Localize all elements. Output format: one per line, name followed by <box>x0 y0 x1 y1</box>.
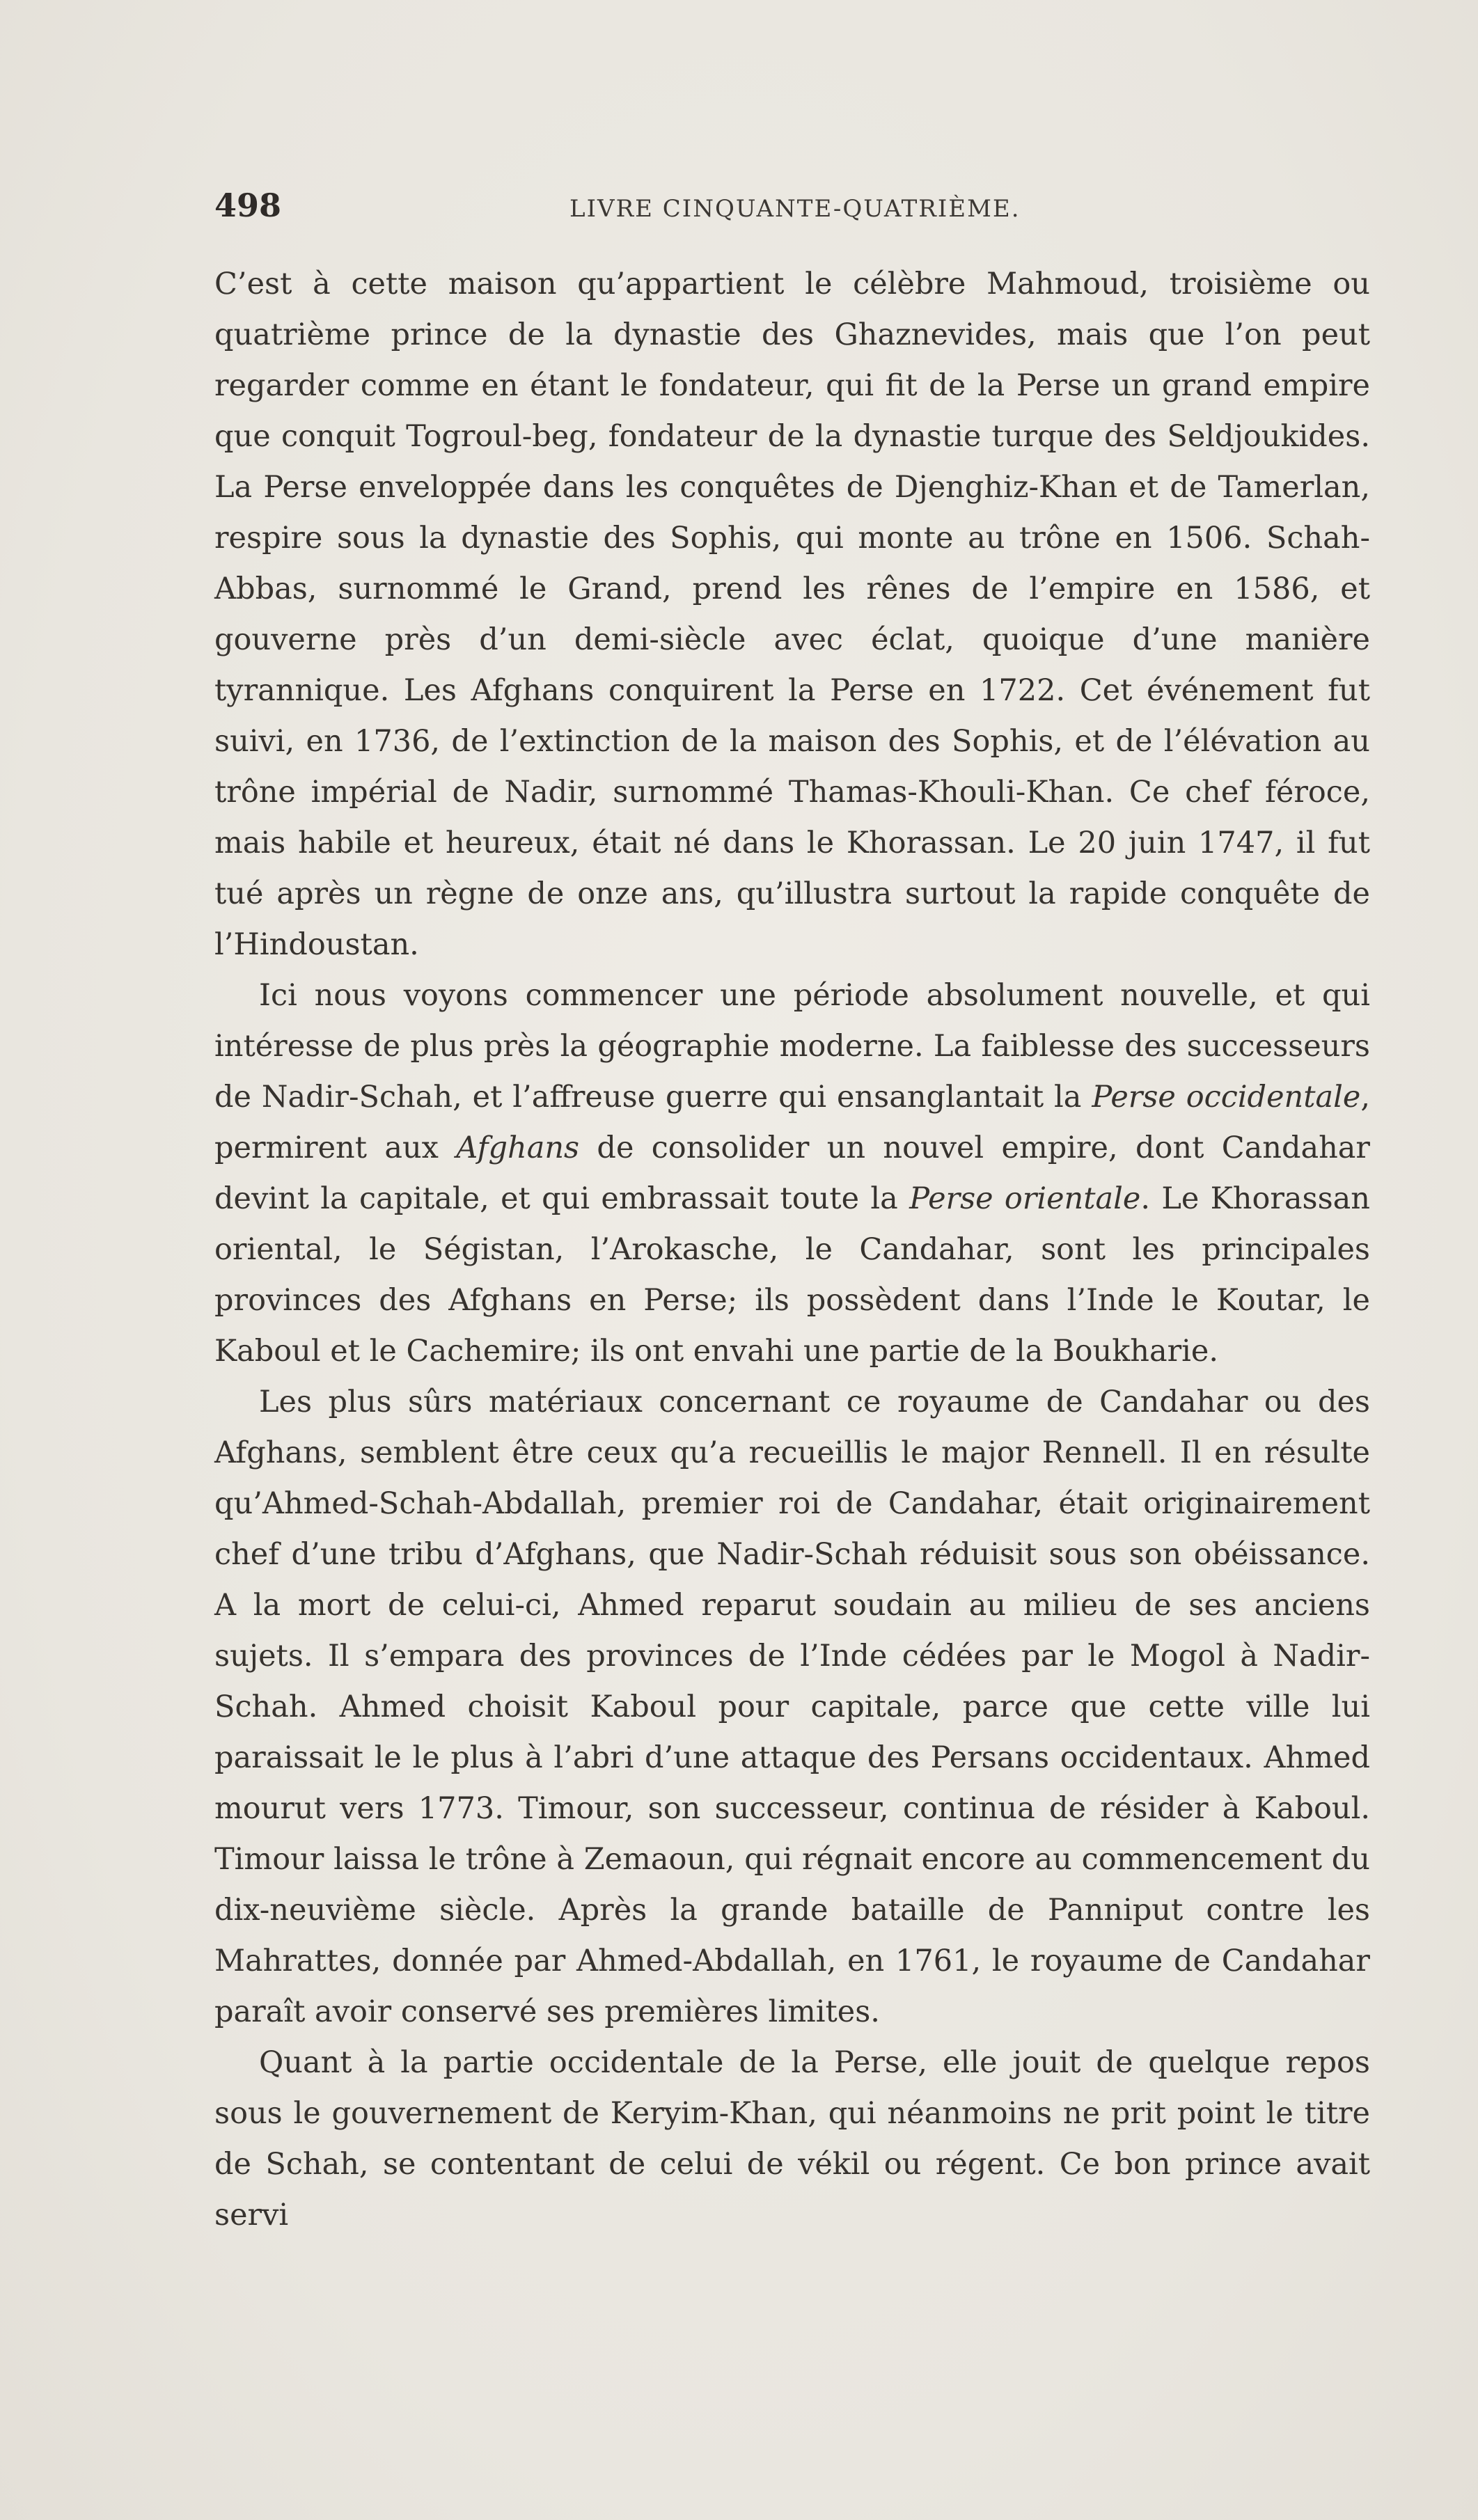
body-text <box>214 259 1370 2241</box>
paragraph <box>214 970 1370 1377</box>
paragraph <box>214 1377 1370 2038</box>
italic-term: Perse orientale <box>909 1181 1141 1216</box>
paragraph <box>214 259 1370 970</box>
page-header <box>214 187 1398 228</box>
text-segment: , permirent aux <box>214 1080 1370 1165</box>
page-number: 498 <box>214 187 282 224</box>
italic-term: Afghans <box>456 1131 580 1165</box>
text-segment: de consolider un nouvel empire, dont Candahar devint la capitale, et qui embrassait toute la <box>214 1131 1370 1216</box>
text-segment: Les plus sûrs matériaux concernant ce royaume de Candahar ou des Afghans, semblent être ceux qu’a recueillis le major Rennell. Il en résulte qu’Ahmed-Schah-Abdallah, premier roi de Candahar, était originairement chef d’une tribu d’Afghans, que Nadir-Schah réduisit sous son obéissance. A la mort de celui-ci, Ahmed reparut soudain au milieu de ses anciens sujets. Il s’empara des provinces de l’Inde cédées par le Mogol à Nadir-Schah. Ahmed choisit Kaboul pour capitale, parce que cette ville lui paraissait le le plus à l’abri d’une attaque des Persans occidentaux. Ahmed mourut vers 1773. Timour, son successeur, continua de résider à Kaboul. Timour laissa le trône à Zemaoun, qui régnait encore au commencement du dix-neuvième siècle. Après la grande bataille de Panniput contre les Mahrattes, donnée par Ahmed-Abdallah, en 1761, le royaume de Candahar paraît avoir conservé ses premières limites. <box>214 1385 1370 2029</box>
paragraph <box>214 2038 1370 2241</box>
text-segment: . Le Khorassan oriental, le Ségistan, l’Arokasche, le Candahar, sont les principales provinces des Afghans en Perse; ils possèdent dans l’Inde le Koutar, le Kaboul et le Cachemire; ils ont envahi une partie de la Boukharie. <box>214 1181 1370 1369</box>
text-segment: C’est à cette maison qu’appartient le célèbre Mahmoud, troisième ou quatrième prince de la dynastie des Ghaznevides, mais que l’on peut regarder comme en étant le fondateur, qui fit de la Perse un grand empire que conquit Togroul-beg, fondateur de la dynastie turque des Seldjoukides. La Perse enveloppée dans les conquêtes de Djenghiz-Khan et de Tamerlan, respire sous la dynastie des Sophis, qui monte au trône en 1506. Schah-Abbas, surnommé le Grand, prend les rênes de l’empire en 1586, et gouverne près d’un demi-siècle avec éclat, quoique d’une manière tyrannique. Les Afghans conquirent la Perse en 1722. Cet événement fut suivi, en 1736, de l’extinction de la maison des Sophis, et de l’élévation au trône impérial de Nadir, surnommé Thamas-Khouli-Khan. Ce chef féroce, mais habile et heureux, était né dans le Khorassan. Le 20 juin 1747, il fut tué après un règne de onze ans, qu’illustra surtout la rapide conquête de l’Hindoustan. <box>214 267 1370 962</box>
text-segment: Ici nous voyons commencer une période absolument nouvelle, et qui intéresse de plus près la géographie moderne. La faiblesse des successeurs de Nadir-Schah, et l’affreuse guerre qui ensanglantait la <box>214 978 1370 1115</box>
italic-term: Perse occidentale <box>1092 1080 1361 1115</box>
running-head: LIVRE CINQUANTE-QUATRIÈME. <box>569 195 1021 223</box>
text-segment: Quant à la partie occidentale de la Perse, elle jouit de quelque repos sous le gouvernement de Keryim-Khan, qui néanmoins ne prit point le titre de Schah, se contentant de celui de vékil ou régent. Ce bon prince avait servi <box>214 2045 1370 2232</box>
